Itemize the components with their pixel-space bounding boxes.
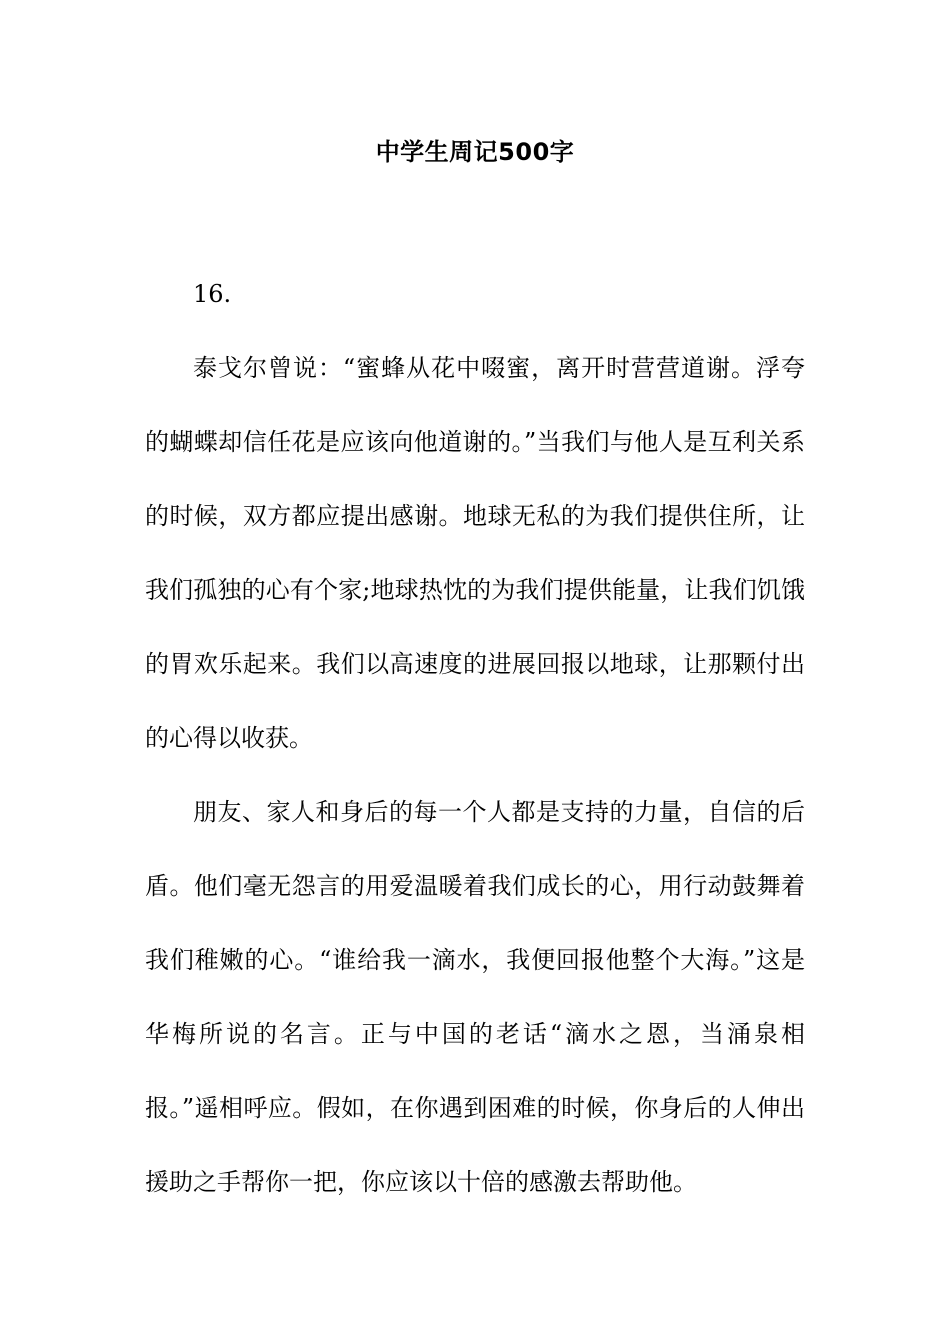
document-body: [145, 257, 805, 1219]
paragraph-number: 16.: [193, 280, 232, 308]
paragraph-tagore: 泰戈尔曾说：“蜜蜂从花中啜蜜，离开时营营道谢。浮夸的蝴蝶却信任花是应该向他道谢的。”当我们与他人是互利关系的时候，双方都应提出感谢。地球无私的为我们提供住所，让我们孤独的心有个家;地球热忱的为我们提供能量，让我们饥饿的胃欢乐起来。我们以高速度的进展回报以地球，让那颗付出的心得以收获。: [145, 354, 805, 752]
document-title: 中学生周记500字: [375, 138, 575, 166]
paragraph-friends-family: 朋友、家人和身后的每一个人都是支持的力量，自信的后盾。他们毫无怨言的用爱温暖着我们成长的心，用行动鼓舞着我们稚嫩的心。“谁给我一滴水，我便回报他整个大海。”这是华梅所说的名言。正与中国的老话“滴水之恩，当涌泉相报。”遥相呼应。假如，在你遇到困难的时候，你身后的人伸出援助之手帮你一把，你应该以十倍的感激去帮助他。: [145, 798, 805, 1196]
